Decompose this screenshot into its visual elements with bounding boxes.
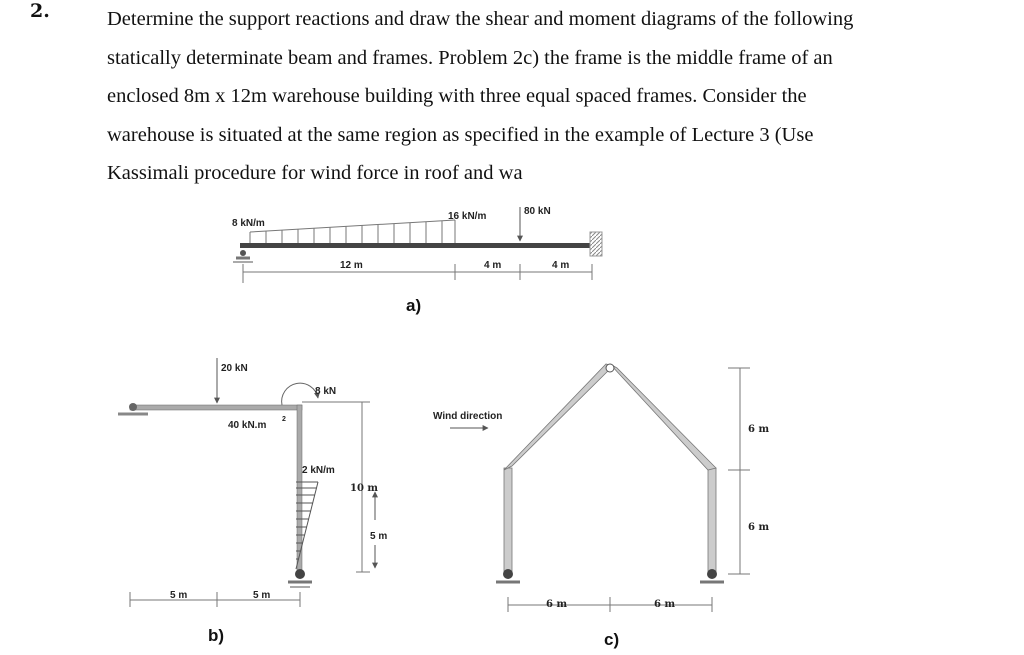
figure-a-beam-diagram <box>232 206 602 315</box>
dimension-lines-c-horizontal <box>508 597 712 612</box>
distributed-load-trapezoid <box>250 220 455 243</box>
pin-support-icon <box>496 569 520 582</box>
pin-support-icon <box>233 250 253 262</box>
question-line: Determine the support reactions and draw the shear and moment diagrams of the following <box>107 8 854 30</box>
moment-label: 40 kN.m <box>228 420 267 431</box>
dim-4m-label-2: 4 m <box>552 260 570 271</box>
frame-b-beam <box>130 405 302 410</box>
dim-4m-label-1: 4 m <box>484 260 502 271</box>
question-line: warehouse is situated at the same region as specified in the example of Lecture 3 (Use <box>107 123 814 146</box>
load-left-label: 8 kN/m <box>232 218 265 229</box>
dim-10m-label: 10 m <box>350 483 378 494</box>
dimension-lines-b-horizontal <box>130 592 300 607</box>
question-line: Kassimali procedure for wind force in roof and wa <box>107 162 523 184</box>
frame-c-right-rafter <box>610 364 716 470</box>
frame-c-left-rafter <box>504 364 613 470</box>
dist-load-label: 2 kN/m <box>302 465 335 476</box>
fixed-support-icon <box>590 232 602 256</box>
moment-superscript: 2 <box>282 416 286 423</box>
caption-c: c) <box>604 630 620 649</box>
dim-12m-label: 12 m <box>340 260 363 271</box>
beam-a <box>240 243 590 248</box>
wind-direction-label: Wind direction <box>433 411 503 422</box>
dim-6m-horizontal-1: 6 m <box>546 599 568 610</box>
question-number: 2. <box>30 0 50 22</box>
question-line: statically determinate beam and frames. Problem 2c) the frame is the middle frame of an <box>107 46 833 69</box>
dim-6m-horizontal-2: 6 m <box>654 599 676 610</box>
dim-6m-vertical-1: 6 m <box>748 424 770 435</box>
load-right-label: 16 kN/m <box>448 211 487 222</box>
load-8kn-label: 8 kN <box>315 386 337 397</box>
dim-5m-label-2: 5 m <box>253 590 271 601</box>
load-20kn-label: 20 kN <box>221 363 248 374</box>
point-load-label: 80 kN <box>524 206 551 217</box>
dimension-lines-a <box>243 264 592 283</box>
figure-c-frame-diagram <box>433 364 769 649</box>
dim-5m-vertical-label: 5 m <box>370 531 388 542</box>
caption-b: b) <box>208 626 225 645</box>
frame-c-right-column <box>708 468 716 573</box>
figure-b-frame-diagram <box>118 358 387 645</box>
dimension-lines-c-vertical <box>728 368 750 574</box>
caption-a: a) <box>406 296 422 315</box>
dim-5m-label-1: 5 m <box>170 590 188 601</box>
question-line: enclosed 8m x 12m warehouse building with three equal spaced frames. Consider the <box>107 85 807 107</box>
frame-c-left-column <box>504 468 512 573</box>
dim-6m-vertical-2: 6 m <box>748 522 770 533</box>
pin-support-icon <box>700 569 724 582</box>
hinge-icon <box>606 364 614 372</box>
pin-support-icon <box>288 569 312 587</box>
